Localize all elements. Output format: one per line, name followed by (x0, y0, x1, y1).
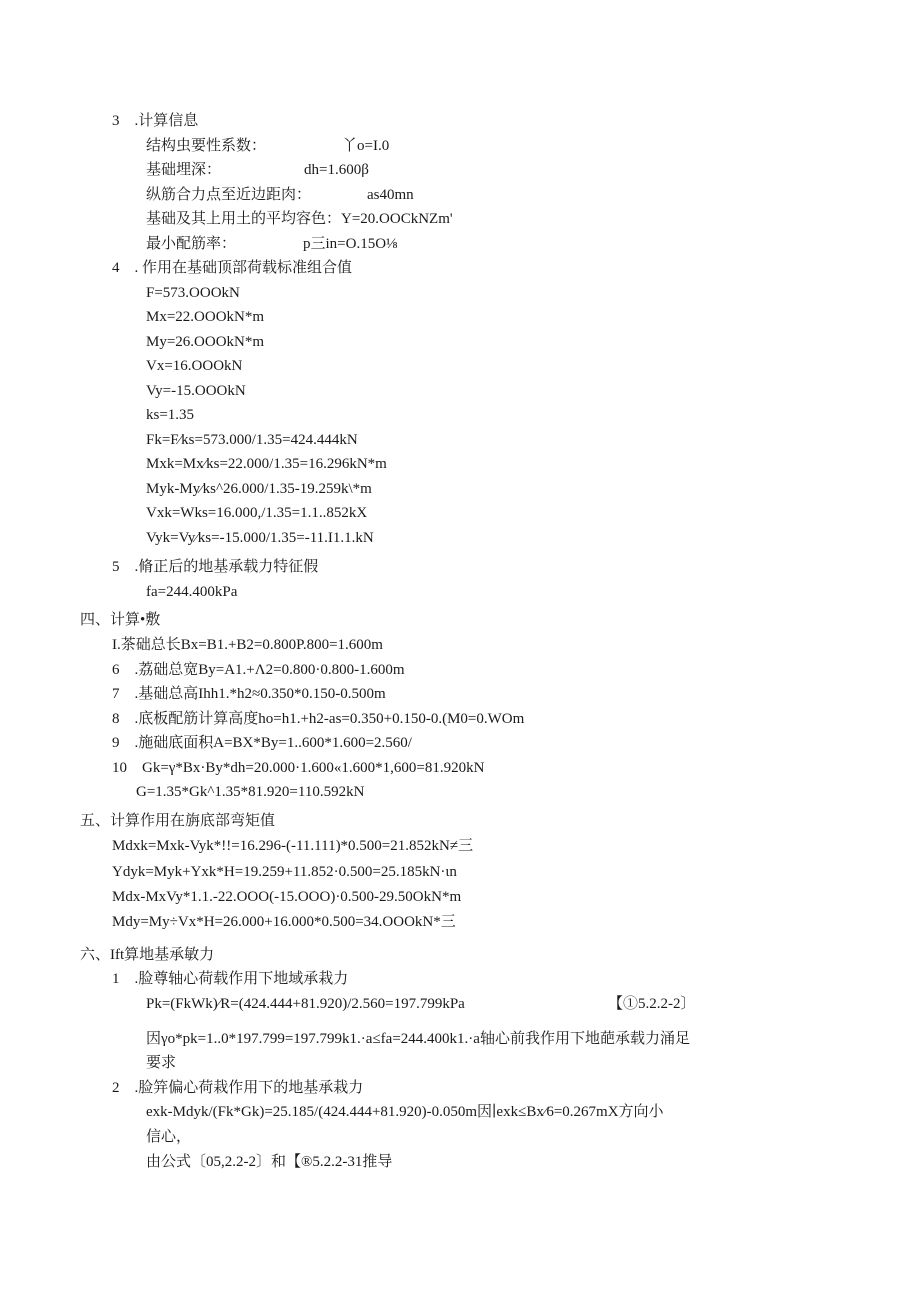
min-reinforcement-line (146, 234, 397, 254)
calc-line: 6 .荔础总宽By=A1.+Λ2=0.800·0.800-1.600m (112, 662, 405, 678)
load-line: Myk-My⁄ks^26.000/1.35-19.259k\*m (146, 481, 372, 497)
moment-line: Mdx-MxVy*1.1.-22.OOO(-15.OOO)·0.500-29.50OkN*m (112, 889, 462, 905)
burial-depth-line (146, 160, 369, 180)
moment-line: Mdxk=Mxk-Vyk*!!=16.296-(-11.111)*0.500=21.852kN≠三 (112, 838, 474, 854)
moment-line: Ydyk=Myk+Yxk*H=19.259+11.852·0.500=25.185kN·ιn (112, 864, 457, 880)
calc-line: G=1.35*Gk^1.35*81.920=110.592kN (136, 784, 365, 800)
axial-check-conclusion: 因γo*pk=1..0*197.799=197.799k1.·a≤fa=244.400k1.·a轴心前我作用下地葩承载力涌足 (146, 1031, 690, 1047)
section-5-heading: 5 .脩正后的地基承载力特征假 (112, 559, 319, 575)
axial-check-formula: Pk=(FkWk)⁄R=(424.444+81.920)/2.560=197.799kPa (146, 996, 465, 1012)
bearing-capacity-line: fa=244.400kPa (146, 584, 238, 600)
load-line: Vy=-15.OOOkN (146, 383, 246, 399)
calc-line: 10 Gk=γ*Bx·By*dh=20.000·1.600«1.600*1,600=81.920kN (112, 760, 485, 776)
importance-factor-label: 结构虫要性系数： (146, 138, 267, 154)
axial-check-conclusion-end: 要求 (146, 1055, 177, 1071)
burial-depth-value: dh=1.600β (304, 162, 369, 178)
chapter-6-heading: 六、Ift算地基承敏力 (80, 947, 215, 963)
load-line: My=26.OOOkN*m (146, 334, 265, 350)
section-4-heading: 4 . 作用在基础顶部荷载标准组合值 (112, 260, 353, 276)
importance-factor-line (146, 136, 389, 156)
eccentric-check-heading: 2 .脸笄偏心荷栽作用下的地基承栽力 (112, 1080, 364, 1096)
load-line: F=573.OOOkN (146, 285, 240, 301)
load-line: Mxk=Mx⁄ks=22.000/1.35=16.296kN*m (146, 456, 387, 472)
load-line: Fk=F⁄ks=573.000/1.35=424.444kN (146, 432, 358, 448)
eccentric-check-derivation: 由公式〔05,2.2-2〕和【®5.2.2-31推导 (146, 1154, 393, 1170)
load-line: Vx=16.OOOkN (146, 358, 243, 374)
axial-check-reference: 【①5.2.2-2〕 (608, 996, 696, 1012)
chapter-4-heading: 四、计算•敷 (80, 612, 161, 628)
rebar-cover-label: 纵筋合力点至近边距肉： (146, 187, 312, 203)
min-reinforcement-label: 最小配筋率： (146, 236, 237, 252)
load-line: Vyk=Vy⁄ks=-15.000/1.35=-11.I1.1.kN (146, 530, 374, 546)
load-line: ks=1.35 (146, 407, 195, 423)
calc-line: 7 .基础总高Ihh1.*h2≈0.350*0.150-0.500m (112, 686, 386, 702)
load-line: Mx=22.OOOkN*m (146, 309, 265, 325)
calc-line: 9 .施础底面积A=BX*By=1..600*1.600=2.560/ (112, 735, 412, 751)
min-reinforcement-value: p三in=O.15O⅛ (303, 236, 398, 252)
load-line: Vxk=Wks=16.000,/1.35=1.1..852kX (146, 505, 368, 521)
eccentric-check-line: exk-Mdyk/(Fk*Gk)=25.185/(424.444+81.920)-0.050m因∣exk≤Bx⁄6=0.267mX方向小 (146, 1104, 664, 1120)
calc-line: I.茶础总长Bx=B1.+B2=0.800P.800=1.600m (112, 637, 383, 653)
section-3-heading: 3 .计算信息 (112, 113, 199, 129)
unit-weight-line: 基础及其上用土的平均容色：Y=20.OOCkNZm' (146, 211, 453, 227)
importance-factor-value: 丫o=I.0 (342, 138, 390, 154)
burial-depth-label: 基础埋深： (146, 162, 222, 178)
eccentric-check-line-end: 信心， (146, 1129, 192, 1145)
axial-check-heading: 1 .脸尊轴心荷载作用下地域承栽力 (112, 971, 349, 987)
moment-line: Mdy=My÷Vx*H=26.000+16.000*0.500=34.OOOkN*三 (112, 914, 456, 930)
chapter-5-heading: 五、计算作用在旃底部弯矩值 (80, 813, 276, 829)
rebar-cover-line (146, 185, 414, 205)
calc-line: 8 .底板配筋计算高度ho=h1.+h2-as=0.350+0.150-0.(M0=0.WOm (112, 711, 525, 727)
rebar-cover-value: as40mn (367, 187, 414, 203)
